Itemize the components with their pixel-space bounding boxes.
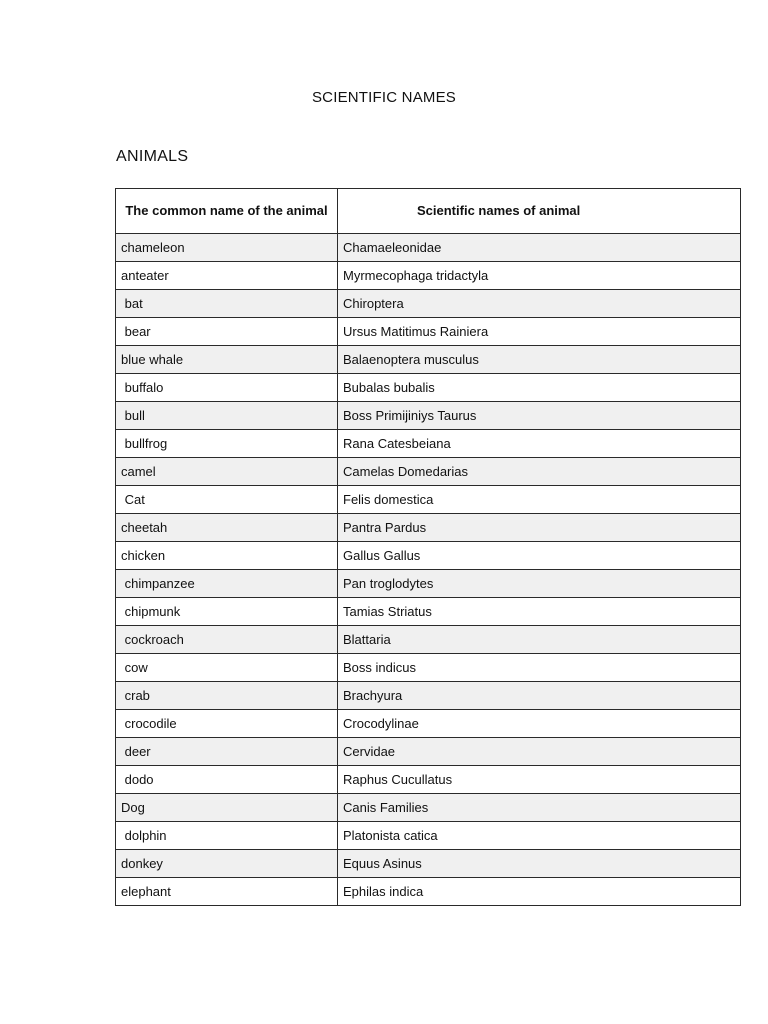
table-row [116,318,741,346]
document-title: SCIENTIFIC NAMES [311,89,457,106]
scientific-name-cell: Chiroptera [338,290,741,318]
common-name-cell: dolphin [116,822,338,850]
scientific-name-cell: Cervidae [338,738,741,766]
common-name-cell: anteater [116,262,338,290]
scientific-name-cell: Boss Primijiniys Taurus [338,402,741,430]
table-row [116,738,741,766]
scientific-name-cell: Blattaria [338,626,741,654]
scientific-name-cell: Brachyura [338,682,741,710]
common-name-cell: Cat [116,486,338,514]
table-row [116,374,741,402]
header-row [116,189,741,234]
table-row [116,710,741,738]
section-heading: ANIMALS [116,148,189,165]
table-row [116,766,741,794]
common-name-cell: cow [116,654,338,682]
table-row [116,682,741,710]
table-row [116,654,741,682]
common-name-cell: blue whale [116,346,338,374]
common-name-cell: chipmunk [116,598,338,626]
common-name-cell: Dog [116,794,338,822]
common-name-cell: crab [116,682,338,710]
table-row [116,850,741,878]
table-row [116,430,741,458]
scientific-name-cell: Equus Asinus [338,850,741,878]
common-name-cell: elephant [116,878,338,906]
common-name-cell: chimpanzee [116,570,338,598]
header-common-name: The common name of the animal [116,189,338,234]
table-body [116,234,741,906]
common-name-cell: donkey [116,850,338,878]
table-row [116,458,741,486]
scientific-name-cell: Crocodylinae [338,710,741,738]
table-row [116,598,741,626]
scientific-name-cell: Ephilas indica [338,878,741,906]
scientific-name-cell: Myrmecophaga tridactyla [338,262,741,290]
common-name-cell: chameleon [116,234,338,262]
scientific-name-cell: Rana Catesbeiana [338,430,741,458]
common-name-cell: cockroach [116,626,338,654]
table-row [116,626,741,654]
scientific-name-cell: Tamias Striatus [338,598,741,626]
table-row [116,822,741,850]
common-name-cell: dodo [116,766,338,794]
common-name-cell: deer [116,738,338,766]
table-row [116,514,741,542]
header-scientific-name: Scientific names of animal [338,189,741,234]
common-name-cell: cheetah [116,514,338,542]
table-header [116,189,741,234]
common-name-cell: buffalo [116,374,338,402]
common-name-cell: bear [116,318,338,346]
scientific-name-cell: Pantra Pardus [338,514,741,542]
table-row [116,878,741,906]
scientific-name-cell: Camelas Domedarias [338,458,741,486]
scientific-name-cell: Boss indicus [338,654,741,682]
scientific-name-cell: Raphus Cucullatus [338,766,741,794]
common-name-cell: bull [116,402,338,430]
scientific-name-cell: Bubalas bubalis [338,374,741,402]
scientific-name-cell: Canis Families [338,794,741,822]
table-row [116,402,741,430]
table-row [116,346,741,374]
scientific-name-cell: Pan troglodytes [338,570,741,598]
scientific-name-cell: Gallus Gallus [338,542,741,570]
common-name-cell: bat [116,290,338,318]
table-row [116,794,741,822]
table-row [116,542,741,570]
scientific-name-cell: Platonista catica [338,822,741,850]
common-name-cell: crocodile [116,710,338,738]
scientific-name-cell: Ursus Matitimus Rainiera [338,318,741,346]
scientific-name-cell: Felis domestica [338,486,741,514]
table-row [116,486,741,514]
scientific-name-cell: Chamaeleonidae [338,234,741,262]
table-row [116,262,741,290]
scientific-name-cell: Balaenoptera musculus [338,346,741,374]
animal-names-table [115,188,741,906]
table-row [116,234,741,262]
table-row [116,570,741,598]
common-name-cell: camel [116,458,338,486]
common-name-cell: bullfrog [116,430,338,458]
table-row [116,290,741,318]
common-name-cell: chicken [116,542,338,570]
